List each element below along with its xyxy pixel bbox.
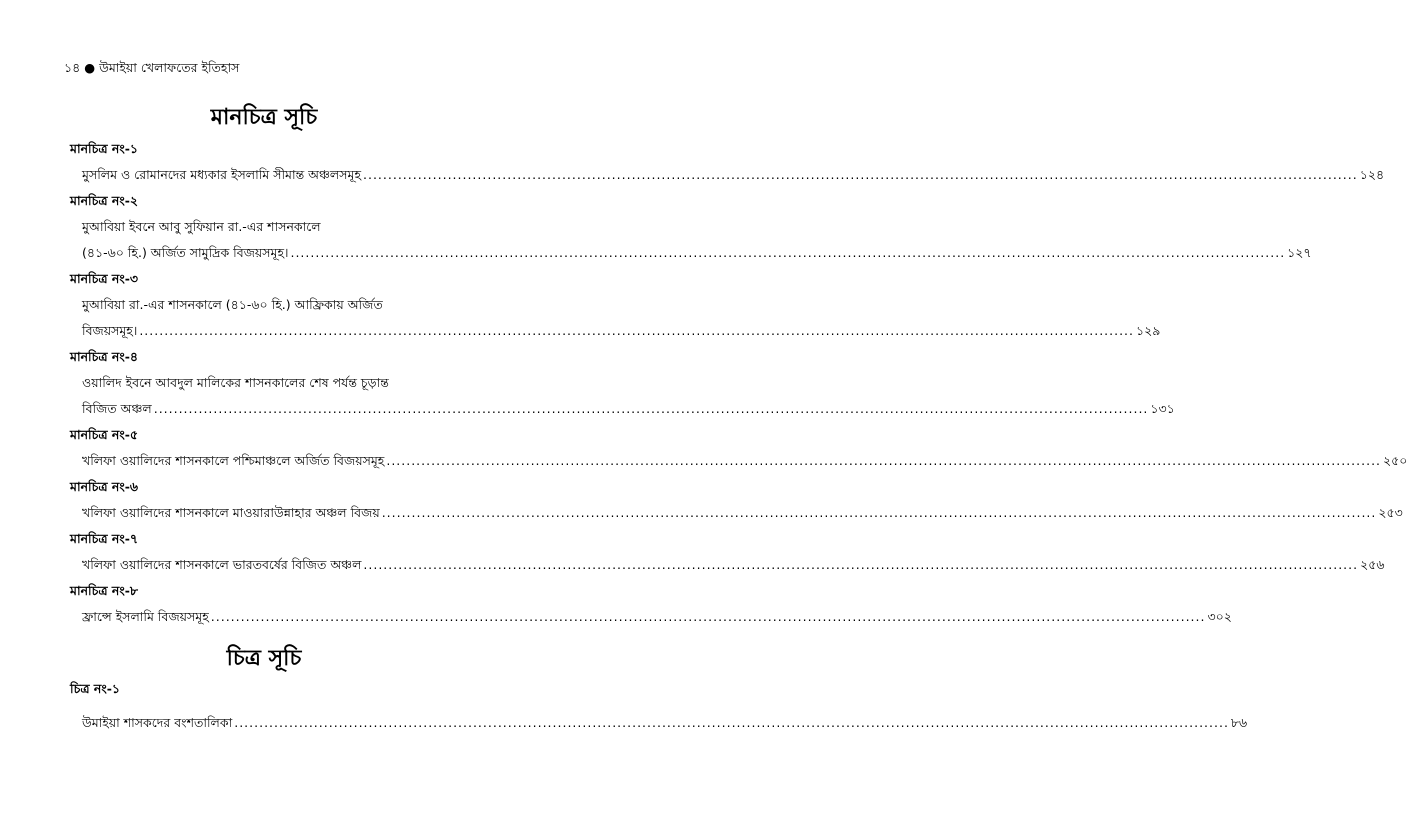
map-index-entry-line bbox=[70, 604, 1232, 630]
map-index-entry-line bbox=[70, 500, 1403, 526]
dot-leader: ........................................................................................................................................................................................................ bbox=[363, 167, 1358, 182]
map-index-entry-text: মুআবিয়া ইবনে আবু সুফিয়ান রা.-এর শাসনকালে bbox=[82, 219, 321, 234]
map-index-entry-heading: মানচিত্র নং-৮ bbox=[70, 583, 139, 598]
map-index-entry-heading: মানচিত্র নং-৫ bbox=[70, 427, 139, 442]
dot-leader: ........................................................................................................................................................................................................ bbox=[363, 557, 1359, 572]
map-index-entry-text: খলিফা ওয়ালিদের শাসনকালে ভারতবর্ষের বিজিত অঞ্চল bbox=[82, 557, 362, 572]
dot-leader: ........................................................................................................................................................................................................ bbox=[234, 715, 1229, 730]
map-index-entry bbox=[70, 422, 1407, 474]
map-index-entry-heading: মানচিত্র নং-৭ bbox=[70, 531, 139, 546]
figure-index-title: চিত্র সূচি bbox=[226, 645, 302, 671]
dot-leader: ........................................................................................................................................................................................................ bbox=[139, 323, 1135, 338]
map-index-entry-text: খলিফা ওয়ালিদের শাসনকালে মাওয়ারাউন্নাহার অঞ্চল বিজয় bbox=[82, 505, 380, 520]
map-index-entry-line bbox=[70, 240, 1312, 266]
map-index-entry-line bbox=[70, 318, 1161, 344]
figure-index-entry-line bbox=[70, 710, 1248, 736]
map-index-entry-heading: মানচিত্র নং-৬ bbox=[70, 479, 139, 494]
figure-index-list bbox=[70, 676, 1248, 736]
map-index-entry-text: খলিফা ওয়ালিদের শাসনকালে পশ্চিমাঞ্চলে অর্জিত বিজয়সমূহ bbox=[82, 453, 385, 468]
dot-leader: ........................................................................................................................................................................................................ bbox=[153, 401, 1149, 416]
map-index-entry bbox=[70, 578, 1232, 630]
map-index-entry-line bbox=[70, 292, 458, 318]
spacer bbox=[70, 702, 458, 710]
figure-index-entry bbox=[70, 676, 1248, 736]
map-index-entry-heading: মানচিত্র নং-৩ bbox=[70, 271, 139, 286]
map-index-entry bbox=[70, 188, 1312, 266]
map-index-entry bbox=[70, 136, 1385, 188]
map-index-entry-text: মুসলিম ও রোমানদের মধ্যকার ইসলামি সীমান্ত অঞ্চলসমূহ bbox=[82, 167, 362, 182]
map-index-entry-page-number: ৩০২ bbox=[1207, 609, 1232, 624]
map-index-entry-text: (৪১-৬০ হি.) অর্জিত সামুদ্রিক বিজয়সমূহ। bbox=[82, 245, 289, 260]
dot-leader: ........................................................................................................................................................................................................ bbox=[386, 453, 1382, 468]
map-index-list bbox=[70, 136, 1407, 630]
map-index-entry bbox=[70, 526, 1385, 578]
map-index-entry bbox=[70, 266, 1161, 344]
map-index-entry-page-number: ২৫৩ bbox=[1378, 505, 1403, 520]
map-index-entry-heading: মানচিত্র নং-৪ bbox=[70, 349, 139, 364]
figure-index-entry-heading: চিত্র নং-১ bbox=[70, 681, 120, 696]
map-index-entry-heading: মানচিত্র নং-১ bbox=[70, 141, 139, 156]
map-index-entry-line bbox=[70, 396, 1175, 422]
figure-index-entry-page-number: ৮৬ bbox=[1230, 715, 1248, 730]
map-index-entry-text: মুআবিয়া রা.-এর শাসনকালে (৪১-৬০ হি.) আফ্রিকায় অর্জিত bbox=[82, 297, 383, 312]
map-index-entry-text: বিজিত অঞ্চল bbox=[82, 401, 152, 416]
figure-index-entry-text: উমাইয়া শাসকদের বংশতালিকা bbox=[82, 715, 233, 730]
map-index-entry-line bbox=[70, 448, 1407, 474]
map-index-title: মানচিত্র সূচি bbox=[210, 104, 318, 130]
map-index-entry-text: ফ্রান্সে ইসলামি বিজয়সমূহ bbox=[82, 609, 209, 624]
map-index-entry-page-number: ২৫৬ bbox=[1360, 557, 1385, 572]
map-index-entry-page-number: ১২৭ bbox=[1287, 245, 1312, 260]
map-index-entry-line bbox=[70, 162, 1385, 188]
map-index-entry-heading: মানচিত্র নং-২ bbox=[70, 193, 139, 208]
running-head: ১৪ ● উমাইয়া খেলাফতের ইতিহাস bbox=[64, 60, 240, 75]
map-index-entry-page-number: ১২৯ bbox=[1136, 323, 1161, 338]
map-index-entry-page-number: ১২৪ bbox=[1359, 167, 1385, 182]
map-index-entry-text: বিজয়সমূহ। bbox=[82, 323, 138, 338]
map-index-entry bbox=[70, 344, 1175, 422]
map-index-entry-line bbox=[70, 370, 458, 396]
map-index-entry-page-number: ২৫০ bbox=[1383, 453, 1407, 468]
dot-leader: ........................................................................................................................................................................................................ bbox=[210, 609, 1206, 624]
dot-leader: ........................................................................................................................................................................................................ bbox=[381, 505, 1377, 520]
map-index-entry bbox=[70, 474, 1403, 526]
map-index-entry-line bbox=[70, 552, 1385, 578]
map-index-entry-text: ওয়ালিদ ইবনে আবদুল মালিকের শাসনকালের শেষ পর্যন্ত চূড়ান্ত bbox=[82, 375, 389, 390]
map-index-entry-line bbox=[70, 214, 458, 240]
map-index-entry-page-number: ১৩১ bbox=[1150, 401, 1175, 416]
dot-leader: ........................................................................................................................................................................................................ bbox=[290, 245, 1286, 260]
